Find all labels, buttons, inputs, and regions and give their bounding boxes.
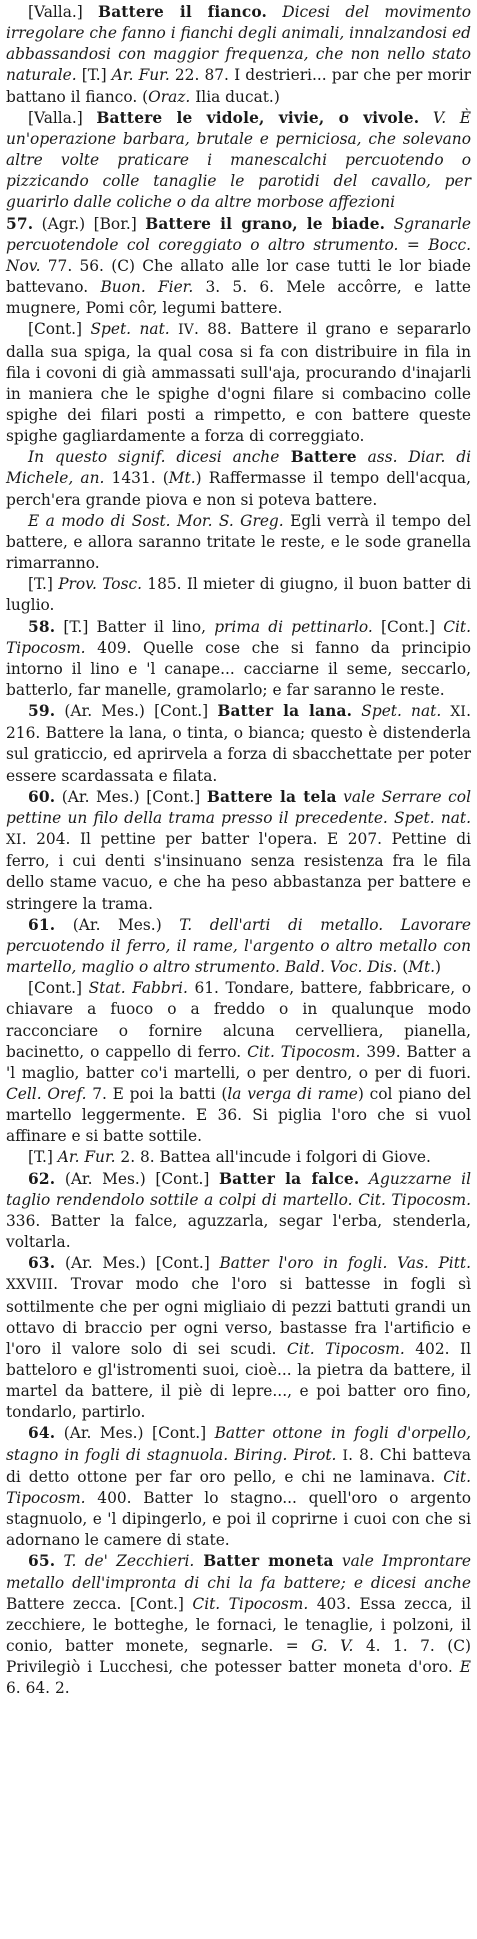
italic-text: Stat. Fabbri. bbox=[88, 979, 188, 998]
headword-text: 57. bbox=[6, 214, 34, 233]
body-text: XXVIII bbox=[6, 1277, 54, 1294]
dictionary-paragraph bbox=[6, 319, 471, 447]
headword-text: 65. bbox=[28, 1552, 56, 1571]
body-text: (Ar. Mes.) [Cont.] bbox=[55, 702, 218, 721]
body-text: I bbox=[342, 1447, 349, 1464]
body-text: 403. Essa zecca, il zecchiere, le botteghe, le fornaci, le tenaglie, i polzoni, il conio, batter monete, segnarle. = bbox=[6, 1594, 471, 1656]
body-text: [T.] Batter il lino, bbox=[55, 617, 215, 636]
body-text: 7. E poi la batti ( bbox=[86, 1084, 228, 1103]
italic-text: Ar. Fur. bbox=[111, 66, 170, 85]
italic-text: T. de' Zecchieri. bbox=[63, 1552, 195, 1571]
body-text: 1431. ( bbox=[104, 469, 169, 488]
body-text: (Ar. Mes.) [Cont.] bbox=[55, 1254, 220, 1273]
body-text: [Valla.] bbox=[28, 108, 97, 127]
italic-text: Batter ottone in fogli d'orpello, stagno in fogli di stagnuola. Biring. Pirot. bbox=[6, 1424, 471, 1464]
italic-text: vale Improntare metallo dell'impronta di chi la fa battere; e dicesi anche bbox=[6, 1552, 471, 1592]
italic-text: Cit. Tipocosm. bbox=[6, 617, 471, 657]
italic-text: Cit. Tipocosm. bbox=[192, 1594, 309, 1613]
dictionary-page bbox=[6, 0, 471, 1700]
dictionary-paragraph bbox=[6, 787, 471, 915]
headword-text: Battere le vidole, vivie, o vivole. bbox=[96, 108, 420, 127]
dictionary-paragraph bbox=[6, 1551, 471, 1699]
body-text: 22. 87. I destrieri... par che per morir battano il fianco. ( bbox=[6, 66, 471, 106]
body-text: ( bbox=[397, 958, 409, 977]
body-text: 4. 1. 7. (C) Privilegiò i Lucchesi, che potesser batter moneta d'oro. bbox=[6, 1637, 471, 1677]
italic-text: Mt. bbox=[168, 469, 196, 488]
dictionary-paragraph bbox=[6, 978, 471, 1147]
body-text: 400. Batter lo stagno... quell'oro o argento stagnuolo, e 'l dipingerlo, e poi il coprirne i cuoi con che si adornano le camere di state. bbox=[6, 1488, 471, 1550]
headword-text: 61. bbox=[28, 915, 56, 934]
dictionary-paragraph bbox=[6, 574, 471, 616]
body-text: . 8. Chi batteva di detto ottone per far oro pello, e chi ne laminava. bbox=[6, 1445, 471, 1486]
dictionary-paragraph bbox=[6, 617, 471, 702]
headword-text: Battere il grano, le biade. bbox=[145, 214, 386, 233]
italic-text: Mt. bbox=[408, 958, 436, 977]
body-text bbox=[170, 320, 178, 338]
italic-text: Cit. Tipocosm. bbox=[286, 1339, 405, 1358]
body-text: . 88. Battere il grano e separarlo dalla sua spiga, la qual cosa si fa con distribuire in fila in fila i covoni di già ammassati sull'aja, procurando d'inajarli in maniera che le spighe d'ogni filare si combacino colle spighe dei filari posti a rimpetto, e con battere queste spighe gagliardamente a forza di correggiato. bbox=[6, 320, 471, 446]
headword-text: Batter la falce. bbox=[218, 1169, 360, 1188]
body-text: 6. 64. 2. bbox=[6, 1679, 70, 1698]
body-text: (Ar. Mes.) [Cont.] bbox=[55, 787, 207, 806]
body-text: [Cont.] bbox=[28, 979, 89, 998]
dictionary-paragraph bbox=[6, 108, 471, 214]
dictionary-paragraph bbox=[6, 1253, 471, 1423]
body-text: Battere zecca. [Cont.] bbox=[6, 1594, 193, 1613]
italic-text: T. dell'arti di metallo. Lavorare percuotendo il ferro, il rame, l'argento o altro metallo con martello, maglio o altro strumento. Bald. Voc. Dis. bbox=[6, 915, 471, 977]
body-text: [Valla.] bbox=[28, 3, 99, 21]
body-text bbox=[352, 702, 361, 720]
body-text bbox=[55, 1552, 63, 1570]
italic-text: Ar. Fur. bbox=[57, 1148, 116, 1167]
body-text: XI bbox=[450, 704, 467, 721]
body-text: ) bbox=[435, 958, 442, 977]
body-text: Ilia ducat.) bbox=[190, 87, 280, 106]
body-text: 409. Quelle cose che si fanno da principio intorno il lino e 'l canape... cacciarne il seme, seccarlo, batterlo, far manelle, gramolarlo; e far saranno le reste. bbox=[6, 638, 471, 699]
headword-text: 59. bbox=[28, 702, 56, 721]
dictionary-paragraph bbox=[6, 1423, 471, 1551]
body-text: 2. 8. Battea all'incude i folgori di Giove. bbox=[115, 1148, 431, 1167]
body-text: 3. 5. 6. Mele accôrre, e latte mugnere, Pomi côr, legumi battere. bbox=[6, 278, 472, 318]
body-text: [Cont.] bbox=[372, 617, 444, 636]
italic-text: Cit. Tipocosm. bbox=[247, 1042, 361, 1061]
italic-text: In questo signif. dicesi anche bbox=[28, 448, 280, 467]
italic-text: E bbox=[459, 1658, 471, 1677]
headword-text: 58. bbox=[28, 617, 56, 636]
body-text: (Agr.) [Bor.] bbox=[33, 214, 146, 233]
italic-text: Cit. Tipocosm. bbox=[6, 1467, 471, 1507]
italic-text: G. V. bbox=[311, 1637, 354, 1656]
headword-text: Battere il fianco. bbox=[98, 3, 268, 21]
italic-text: Spet. nat. bbox=[90, 320, 170, 339]
italic-text: Aguzzarne il taglio rendendolo sottile a colpi di martello. Cit. Tipocosm. bbox=[6, 1169, 472, 1209]
dictionary-paragraph bbox=[6, 701, 471, 787]
body-text: Egli verrà il tempo del battere, e allora saranno tritate le reste, e le sode granella rimarranno. bbox=[6, 511, 471, 573]
headword-text: Batter la lana. bbox=[217, 702, 353, 721]
italic-text: Dicesi del movimento irregolare che fanno i fianchi degli animali, innalzandosi ed abbassandosi con maggior frequenza, che non nello stato naturale. bbox=[6, 3, 472, 85]
dictionary-paragraph bbox=[6, 1147, 471, 1168]
italic-text: V. È un'operazione barbara, brutale e perniciosa, che solevano altre volte praticare i manescalchi percuotendo o pizzicando colle tanaglie le parotidi del cavallo, per guarirlo dalle coliche o da altre morbose affezioni bbox=[6, 108, 471, 212]
body-text: [T.] bbox=[76, 66, 112, 85]
headword-text: 60. bbox=[28, 787, 56, 806]
body-text: . 216. Battere la lana, o tinta, o bianca; questo è distenderla sul graticcio, ed aprirvela a forza di sbacchettate per poter essere scardassata e filata. bbox=[6, 702, 471, 785]
body-text: IV bbox=[178, 322, 194, 339]
italic-text: Batter l'oro in fogli. Vas. Pitt. bbox=[219, 1254, 471, 1273]
body-text: . 204. Il pettine per batter l'opera. E 207. Pettine di ferro, i cui denti s'insinuano senza resistenza fra le fila dello stame vacuo, e che ha peso abbastanza per battere e stringere la trama. bbox=[6, 830, 471, 913]
body-text: 77. 56. (C) Che allato alle lor case tutti le lor biade battevano. bbox=[6, 256, 471, 297]
body-text: XI bbox=[6, 832, 22, 849]
dictionary-paragraph bbox=[6, 2, 471, 108]
headword-text: Battere la tela bbox=[206, 787, 337, 806]
italic-text: Cell. Oref. bbox=[6, 1084, 87, 1103]
body-text: 399. Batter a 'l maglio, batter co'i martelli, o per dentro, o per di fuori. bbox=[6, 1042, 471, 1082]
body-text: 402. Il batteloro e gl'istromenti suoi, cioè... la pietra da battere, il martel da battere, il piè di lepre..., e poi batter oro fino, tondarlo, partirlo. bbox=[6, 1339, 471, 1422]
italic-text: Bocc. Nov. bbox=[6, 235, 471, 275]
body-text: (Ar. Mes.) bbox=[55, 915, 180, 934]
italic-text: Prov. Tosc. bbox=[58, 575, 142, 594]
italic-text: la verga di rame bbox=[227, 1084, 358, 1103]
headword-text: 63. bbox=[28, 1254, 56, 1273]
body-text: . Trovar modo che l'oro si battesse in fogli sì sottilmente che per ogni migliaio di pezzi battuti grandi un ottavo di braccio per ogni verso, bastasse fra l'artificio e l'oro il valore solo di sei scudi. bbox=[6, 1275, 471, 1358]
body-text: [Cont.] bbox=[28, 320, 91, 339]
italic-text: prima di pettinarlo. bbox=[214, 617, 373, 636]
body-text: [T.] bbox=[28, 1148, 58, 1167]
dictionary-paragraph bbox=[6, 1169, 471, 1254]
body-text: 61. Tondare, battere, fabbricare, o chiavare a fuoco o a freddo o in qualunque modo racconciare o fornire alcuna cervelliera, pianella, bacinetto, o cappello di ferro. bbox=[6, 979, 471, 1061]
dictionary-paragraph bbox=[6, 915, 471, 978]
headword-text: 64. bbox=[28, 1424, 56, 1443]
body-text: (Ar. Mes.) [Cont.] bbox=[55, 1424, 215, 1443]
italic-text: Oraz. bbox=[148, 87, 191, 106]
italic-text: E a modo di Sost. Mor. S. Greg. bbox=[28, 511, 284, 530]
italic-text: Sgranarle percuotendole col coreggiato o altro strumento. bbox=[6, 214, 471, 254]
body-text: [T.] bbox=[28, 575, 59, 594]
headword-text: Battere bbox=[279, 448, 357, 467]
body-text: ) col piano del martello leggermente. E 36. Si piglia l'oro che si vuol affinare e si batte sottile. bbox=[6, 1084, 471, 1146]
italic-text: Buon. Fier. bbox=[100, 278, 194, 297]
body-text: (Ar. Mes.) [Cont.] bbox=[55, 1169, 219, 1188]
dictionary-paragraph bbox=[6, 214, 471, 320]
body-text: 336. Batter la falce, aguzzarla, segar l'erba, stenderla, voltarla. bbox=[6, 1211, 471, 1252]
body-text: ) Raffermasse il tempo dell'acqua, perch'era grande piova e non si poteva battere. bbox=[6, 469, 471, 509]
body-text: = bbox=[398, 235, 429, 254]
headword-text: 62. bbox=[28, 1169, 56, 1188]
italic-text: ass. Diar. di Michele, an. bbox=[6, 448, 472, 488]
italic-text: Spet. nat. bbox=[361, 702, 442, 721]
body-text: 185. Il mieter di giugno, il buon batter di luglio. bbox=[6, 575, 471, 615]
dictionary-paragraph bbox=[6, 511, 471, 574]
italic-text: vale Serrare col pettine un filo della trama presso il precedente. Spet. nat. bbox=[6, 787, 471, 827]
dictionary-paragraph bbox=[6, 447, 471, 510]
headword-text: Batter moneta bbox=[194, 1552, 334, 1571]
